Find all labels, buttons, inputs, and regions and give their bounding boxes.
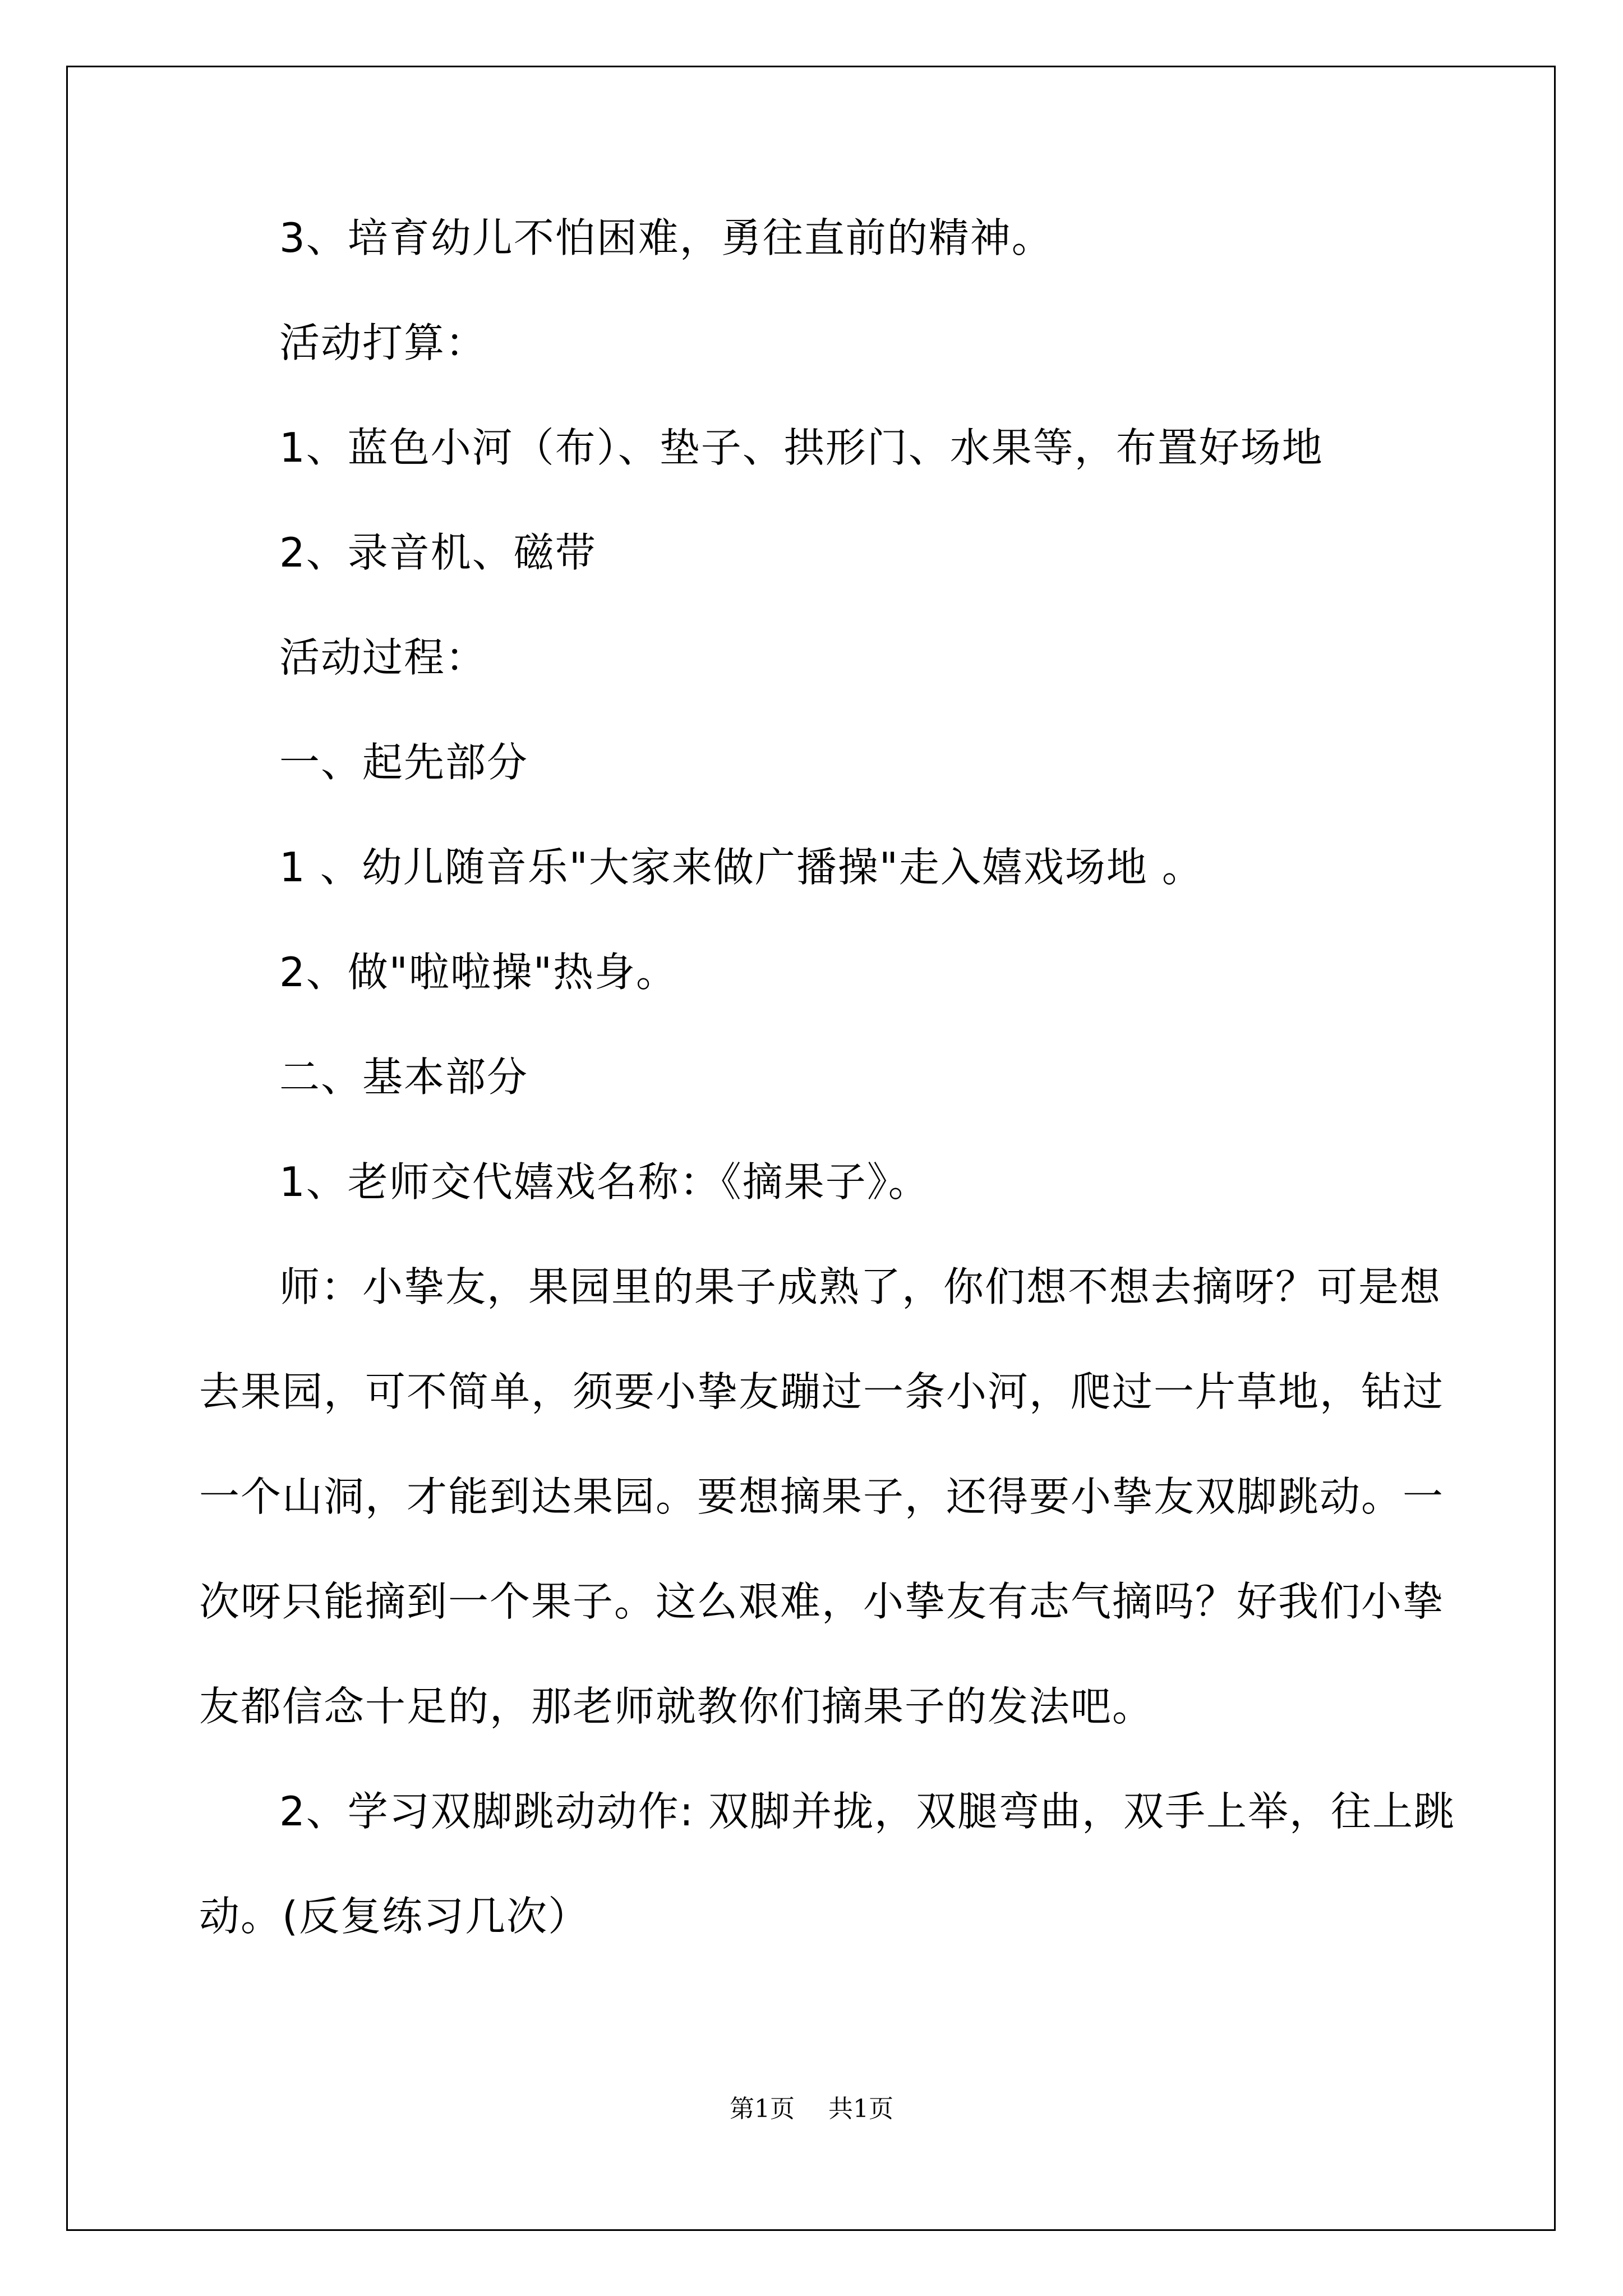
- text-line-7: 1 、幼儿随音乐"大家来做广播操"走入嬉戏场地 。: [279, 844, 1204, 891]
- text-line-3: 1、蓝色小河（布）、垫子、拱形门、水果等，布置好场地: [279, 424, 1324, 471]
- page-footer: [0, 2092, 1623, 2126]
- text-line-12: 去果园，可不简单，须要小挚友蹦过一条小河，爬过一片草地，钻过: [199, 1368, 1445, 1415]
- text-line-9: 二、基本部分: [279, 1053, 529, 1101]
- page-total: 共1页: [828, 2095, 893, 2123]
- text-line-15: 友都信念十足的，那老师就教你们摘果子的发法吧。: [199, 1683, 1154, 1730]
- text-line-4: 2、录音机、磁带: [279, 529, 597, 576]
- text-line-6: 一、起先部分: [279, 739, 529, 786]
- text-line-11: 师：小挚友，果园里的果子成熟了，你们想不想去摘呀？可是想: [279, 1263, 1442, 1310]
- text-line-13: 一个山洞，才能到达果园。要想摘果子，还得要小挚友双脚跳动。一: [199, 1473, 1445, 1520]
- text-line-1: 3、培育幼儿不怕困难，勇往直前的精神。: [279, 214, 1053, 261]
- text-line-5: 活动过程：: [279, 634, 487, 681]
- text-line-8: 2、做"啦啦操"热身。: [279, 949, 678, 996]
- text-line-17: 动。(反复练习几次）: [199, 1893, 590, 1940]
- text-line-2: 活动打算：: [279, 319, 487, 366]
- page-number: 第1页: [730, 2095, 795, 2123]
- text-line-14: 次呀只能摘到一个果子。这么艰难，小挚友有志气摘吗？好我们小挚: [199, 1578, 1445, 1625]
- text-line-10: 1、老师交代嬉戏名称：《摘果子》。: [279, 1158, 930, 1205]
- text-line-16: 2、学习双脚跳动动作: 双脚并拢，双腿弯曲，双手上举，往上跳: [279, 1788, 1455, 1835]
